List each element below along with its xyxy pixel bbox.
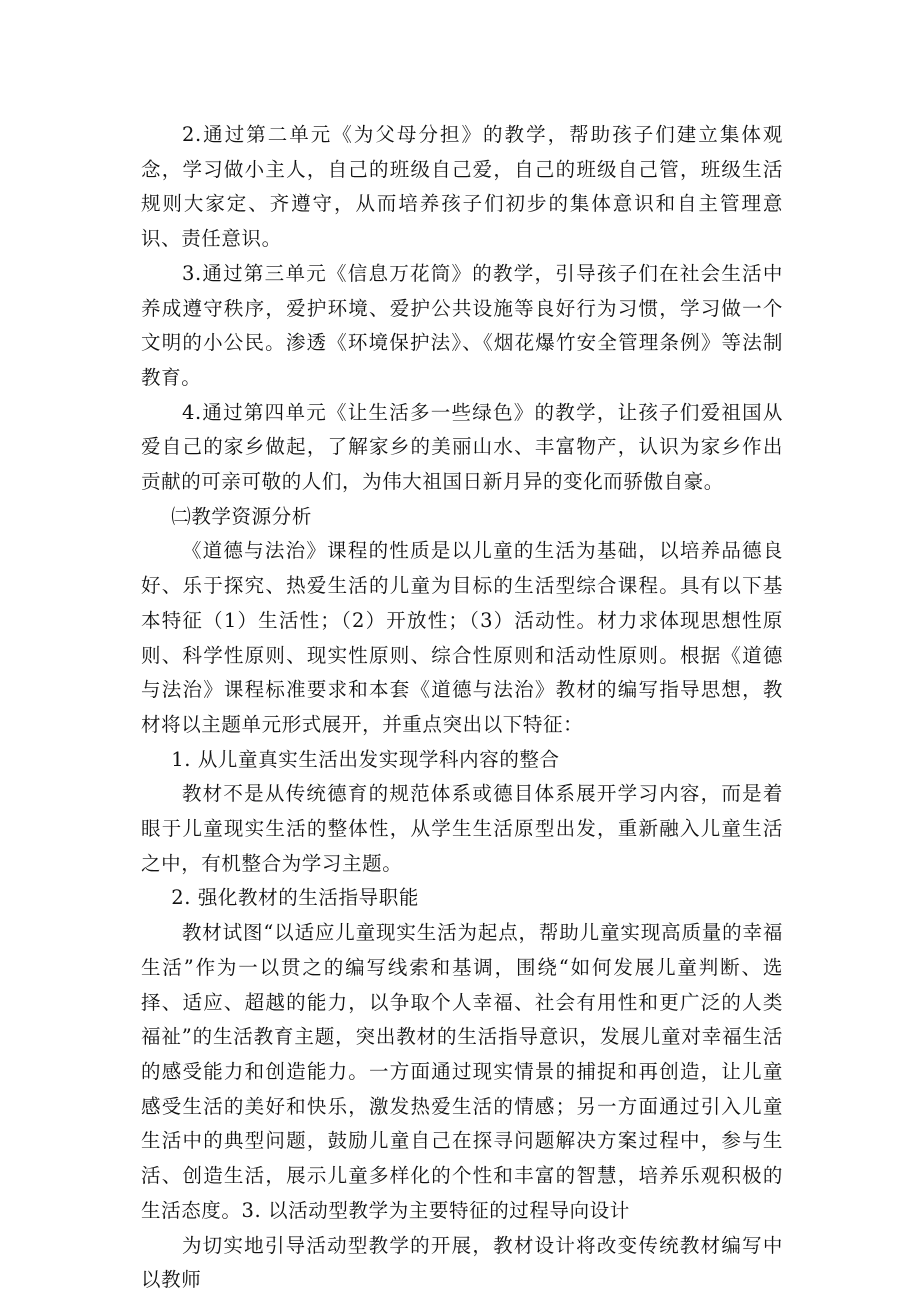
- subheading-feature-two: 2. 强化教材的生活指导职能: [171, 886, 419, 910]
- paragraph-feature-one: 教材不是从传统德育的规范体系或德目体系展开学习内容，而是着眼于儿童现实生活的整体性，从学生生活原型出发，重新融入儿童生活之中，有机整合为学习主题。: [141, 782, 783, 875]
- document-body: [141, 118, 783, 1298]
- paragraph-unit-three: 3.通过第三单元《信息万花筒》的教学，引导孩子们在社会生活中养成遵守秩序，爱护环境、爱护公共设施等良好行为习惯，学习做一个文明的小公民。渗透《环境保护法》、《烟花爆竹安全管理条例》等法制教育。: [141, 261, 783, 389]
- paragraph-unit-four: 4.通过第四单元《让生活多一些绿色》的教学，让孩子们爱祖国从爱自己的家乡做起，了解家乡的美丽山水、丰富物产，认识为家乡作出贡献的可亲可敬的人们，为伟大祖国日新月异的变化而骄傲自豪。: [141, 400, 783, 494]
- paragraph-course-nature: 《道德与法治》课程的性质是以儿童的生活为基础，以培养品德良好、乐于探究、热爱生活的儿童为目标的生活型综合课程。具有以下基本特征（1）生活性；（2）开放性；（3）活动性。材力求体现思想性原则、科学性原则、现实性原则、综合性原则和活动性原则。根据《道德与法治》课程标准要求和本套《道德与法治》教材的编写指导思想，教材将以主题单元形式展开，并重点突出以下特征：: [141, 539, 783, 736]
- paragraph-activity-teaching: 为切实地引导活动型教学的开展，教材设计将改变传统教材编写中以教师: [141, 1233, 783, 1292]
- section-heading-resource-analysis: ㈡教学资源分析: [171, 504, 312, 528]
- subheading-feature-one: 1. 从儿童真实生活出发实现学科内容的整合: [171, 747, 560, 771]
- paragraph-unit-two: 2.通过第二单元《为父母分担》的教学，帮助孩子们建立集体观念，学习做小主人，自己的班级自己爱，自己的班级自己管，班级生活规则大家定、齐遵守，从而培养孩子们初步的集体意识和自主管理意识、责任意识。: [141, 123, 783, 251]
- paragraph-feature-two: 教材试图“以适应儿童现实生活为起点，帮助儿童实现高质量的幸福生活”作为一以贯之的编写线索和基调，围绕“如何发展儿童判断、选择、适应、超越的能力，以争取个人幸福、社会有用性和更广泛的人类福祉”的生活教育主题，突出教材的生活指导意识，发展儿童对幸福生活的感受能力和创造能力。一方面通过现实情景的捕捉和再创造，让儿童感受生活的美好和快乐，激发热爱生活的情感；另一方面通过引入儿童生活中的典型问题，鼓励儿童自己在探寻问题解决方案过程中，参与生活、创造生活，展示儿童多样化的个性和丰富的智慧，培养乐观积极的生活态度。3. 以活动型教学为主要特征的过程导向设计: [141, 921, 783, 1222]
